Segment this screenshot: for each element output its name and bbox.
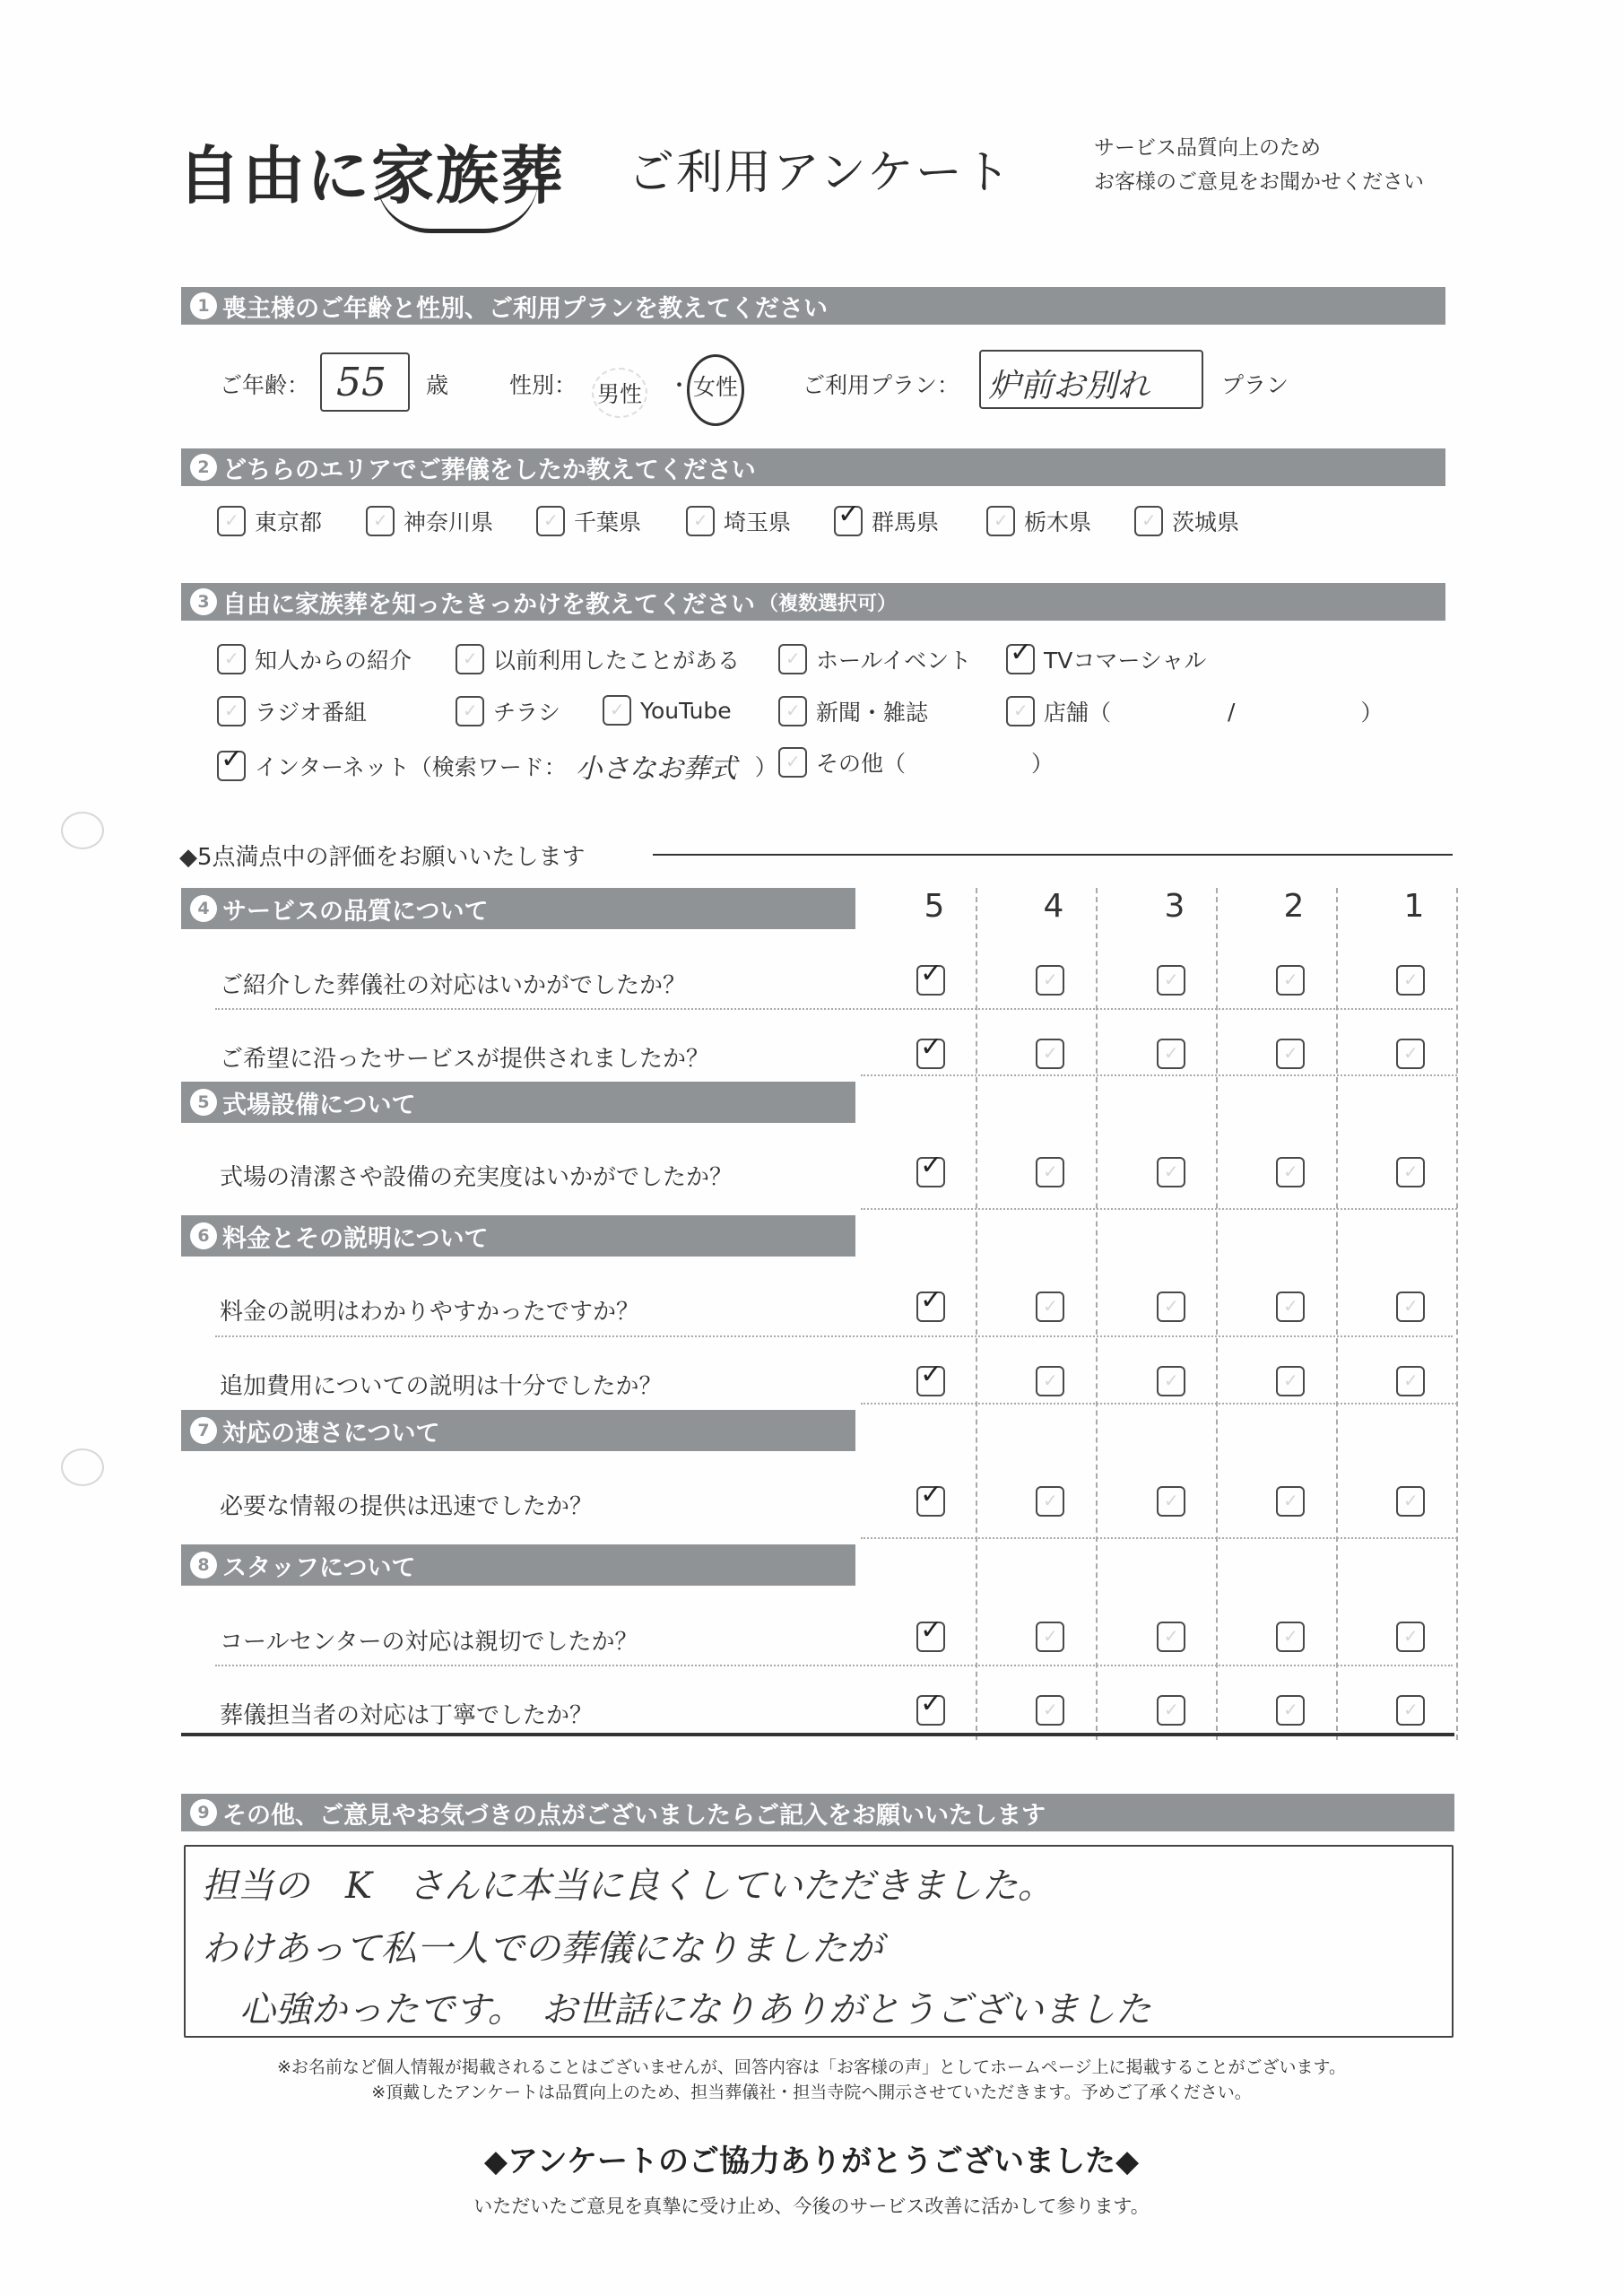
diamond-icon: ◆ — [179, 844, 197, 871]
rating-checkbox-4[interactable] — [1036, 1039, 1064, 1069]
source-option-label: ホールイベント — [816, 648, 972, 674]
section-header-q1 — [181, 287, 1445, 325]
source-option[interactable] — [778, 746, 1054, 778]
section-title: サービスの品質について — [222, 897, 489, 926]
checkbox[interactable] — [1134, 506, 1163, 536]
plan-unit: プラン — [1221, 372, 1289, 398]
age-unit: 歳 — [426, 372, 449, 398]
rating-scale-4: 4 — [1043, 888, 1064, 925]
rating-scale-1: 1 — [1403, 888, 1425, 925]
checkbox[interactable] — [686, 506, 715, 536]
source-option-label: チラシ — [493, 700, 561, 726]
rating-checkbox-5[interactable] — [916, 1039, 945, 1069]
rating-checkbox-3[interactable] — [1157, 1366, 1185, 1396]
area-option-label: 東京都 — [255, 509, 323, 535]
rating-checkbox-3[interactable] — [1157, 965, 1185, 996]
section-header-q5 — [181, 1082, 855, 1123]
area-option[interactable] — [986, 505, 1091, 537]
rating-checkbox-3[interactable] — [1157, 1292, 1185, 1322]
source-option-label: 店舗（ — [1044, 700, 1112, 726]
rating-checkbox-1[interactable] — [1396, 1157, 1425, 1187]
source-option[interactable] — [778, 643, 971, 675]
gender-separator: ・ — [668, 372, 691, 398]
column-divider — [1216, 888, 1218, 1740]
tagline — [1094, 131, 1424, 199]
section-title: その他、ご意見やお気づきの点がございましたらご記入をお願いいたします — [222, 1801, 1046, 1830]
area-option-label: 群馬県 — [872, 509, 940, 535]
row-divider — [861, 1537, 1457, 1539]
source-option-label: TVコマーシャル — [1044, 648, 1207, 674]
section-title: 料金とその説明について — [222, 1224, 489, 1253]
store-separator: / — [1228, 698, 1236, 725]
paren-close: ） — [1031, 751, 1055, 777]
checkbox[interactable] — [366, 506, 395, 536]
column-divider — [976, 888, 977, 1740]
rating-checkbox-1[interactable] — [1396, 965, 1425, 996]
section-title: 自由に家族葬を知ったきっかけを教えてください — [222, 590, 755, 619]
rating-checkbox-1[interactable] — [1396, 1292, 1425, 1322]
rating-checkbox-2[interactable] — [1276, 1039, 1305, 1069]
rating-checkbox-2[interactable] — [1276, 965, 1305, 996]
column-divider — [1456, 888, 1458, 1740]
source-option[interactable] — [217, 643, 412, 675]
rating-checkbox-5[interactable] — [916, 1157, 945, 1187]
rating-intro — [179, 839, 586, 872]
comment-line: わけあって私一人での葬儀になりましたが — [202, 1928, 883, 1970]
area-option[interactable] — [1134, 505, 1239, 537]
paren-close: ） — [754, 754, 777, 780]
area-option-label: 神奈川県 — [404, 509, 494, 535]
rating-question: 必要な情報の提供は迅速でしたか？ — [220, 1493, 594, 1520]
section-title: スタッフについて — [222, 1553, 416, 1582]
rating-checkbox-2[interactable] — [1276, 1366, 1305, 1396]
checkbox[interactable] — [1006, 644, 1035, 674]
tagline-line: サービス品質向上のため — [1094, 136, 1321, 160]
punch-hole — [61, 812, 104, 849]
diamond-icon: ◆ — [483, 2144, 508, 2179]
section-number: 1 — [190, 292, 217, 319]
age-field[interactable] — [320, 352, 410, 412]
row-divider — [861, 1403, 1457, 1405]
search-word-value: 小さなお葬式 — [575, 753, 737, 785]
source-option-label: 以前利用したことがある — [493, 648, 741, 674]
rating-checkbox-4[interactable] — [1036, 1695, 1064, 1726]
section-header-q2 — [181, 448, 1445, 486]
checkbox[interactable] — [834, 506, 863, 536]
age-label: ご年齢： — [220, 372, 310, 398]
checkbox[interactable] — [456, 644, 484, 674]
closing-text: いただいたご意見を真摯に受け止め、今後のサービス改善に活かして参ります。 — [473, 2196, 1150, 2217]
rating-checkbox-4[interactable] — [1036, 1157, 1064, 1187]
punch-hole — [61, 1448, 104, 1486]
rating-question: ご紹介した葬儀社の対応はいかがでしたか？ — [220, 972, 687, 999]
rating-scale-5: 5 — [924, 888, 945, 925]
rating-question: ご希望に沿ったサービスが提供されましたか？ — [220, 1046, 710, 1073]
rating-question: 式場の清潔さや設備の充実度はいかがでしたか？ — [220, 1164, 733, 1191]
source-option[interactable] — [456, 643, 740, 675]
column-divider — [1336, 888, 1338, 1740]
checkbox[interactable] — [536, 506, 565, 536]
row-divider — [215, 1008, 1453, 1010]
rating-checkbox-1[interactable] — [1396, 1622, 1425, 1652]
row-divider — [861, 1074, 1457, 1076]
gender-option-female-selected[interactable]: 女性 — [687, 354, 744, 426]
row-divider — [215, 1335, 1453, 1337]
source-option-label: YouTube — [640, 697, 732, 724]
column-divider — [1096, 888, 1098, 1740]
footer-note: ※頂戴したアンケートは品質向上のため、担当葬儀社・担当寺院へ開示させていただきます。予めご了承ください。 — [371, 2083, 1252, 2102]
section-number: 5 — [190, 1089, 217, 1116]
logo-arc-icon — [377, 179, 538, 233]
rating-checkbox-3[interactable] — [1157, 1157, 1185, 1187]
source-option[interactable] — [456, 695, 560, 727]
checkbox[interactable] — [986, 506, 1015, 536]
divider — [653, 854, 1453, 856]
section-header-q8 — [181, 1544, 855, 1586]
source-option-label: インターネット（検索ワード： — [255, 754, 567, 780]
checkbox[interactable] — [778, 747, 807, 778]
rating-intro-text: 5点満点中の評価をお願いいたします — [197, 844, 586, 871]
rating-checkbox-1[interactable] — [1396, 1039, 1425, 1069]
plan-label: ご利用プラン： — [803, 372, 960, 398]
rating-question: 追加費用についての説明は十分でしたか？ — [220, 1373, 663, 1400]
rating-checkbox-3[interactable] — [1157, 1695, 1185, 1726]
gender-option-male[interactable]: 男性 — [592, 368, 647, 418]
area-option[interactable] — [686, 505, 791, 537]
rating-bottom-rule — [181, 1733, 1454, 1736]
area-option-label: 栃木県 — [1024, 509, 1092, 535]
age-value: 55 — [336, 360, 386, 405]
rating-checkbox-1[interactable] — [1396, 1695, 1425, 1726]
source-option[interactable] — [778, 695, 928, 727]
rating-checkbox-4[interactable] — [1036, 1292, 1064, 1322]
checkbox[interactable] — [217, 506, 246, 536]
rating-checkbox-3[interactable] — [1157, 1039, 1185, 1069]
area-option[interactable] — [536, 505, 641, 537]
source-option[interactable] — [603, 695, 732, 726]
rating-checkbox-5[interactable] — [916, 1695, 945, 1726]
comment-line: 担当の K さんに本当に良くしていただきました。 — [202, 1866, 1054, 1907]
section-number: 4 — [190, 895, 217, 922]
section-number: 8 — [190, 1552, 217, 1578]
rating-checkbox-2[interactable] — [1276, 1622, 1305, 1652]
rating-checkbox-5[interactable] — [916, 1292, 945, 1322]
plan-value: 炉前お別れ — [988, 368, 1150, 404]
comment-line: 心強かったです。 お世話になりありがとうございました — [239, 1989, 1151, 2031]
area-option-label: 埼玉県 — [724, 509, 792, 535]
source-option-label: その他（ — [816, 751, 907, 777]
section-number: 7 — [190, 1417, 217, 1444]
section-title-note: （複数選択可） — [759, 592, 898, 615]
checkbox[interactable] — [217, 696, 246, 726]
section-title: 喪主様のご年齢と性別、ご利用プランを教えてください — [222, 294, 828, 323]
section-number: 6 — [190, 1222, 217, 1249]
rating-checkbox-2[interactable] — [1276, 1157, 1305, 1187]
checkbox[interactable] — [1006, 696, 1035, 726]
area-option-label: 茨城県 — [1172, 509, 1240, 535]
checkbox[interactable] — [456, 696, 484, 726]
plan-field[interactable] — [979, 350, 1203, 409]
section-number: 2 — [190, 454, 217, 481]
section-number: 3 — [190, 588, 217, 615]
area-option[interactable] — [217, 505, 322, 537]
section-header-q6 — [181, 1215, 855, 1257]
checkbox[interactable] — [603, 695, 631, 726]
thanks-heading — [0, 2136, 1623, 2180]
rating-checkbox-1[interactable] — [1396, 1366, 1425, 1396]
checkbox[interactable] — [778, 644, 807, 674]
rating-question: 料金の説明はわかりやすかったですか？ — [220, 1299, 640, 1326]
rating-checkbox-3[interactable] — [1157, 1486, 1185, 1517]
source-option-label: ラジオ番組 — [255, 700, 368, 726]
gender-label: 性別： — [509, 372, 577, 398]
source-option[interactable] — [1006, 643, 1206, 675]
rating-checkbox-3[interactable] — [1157, 1622, 1185, 1652]
area-option-label: 千葉県 — [574, 509, 642, 535]
rating-checkbox-5[interactable] — [916, 1366, 945, 1396]
area-option[interactable] — [834, 505, 939, 537]
logo: 自由に家族葬 — [178, 139, 565, 213]
source-option[interactable] — [1006, 695, 1383, 727]
source-option-label: 知人からの紹介 — [255, 648, 412, 674]
checkbox[interactable] — [217, 751, 246, 781]
section-header-q9 — [181, 1794, 1454, 1831]
paren-close: ） — [1360, 700, 1384, 726]
diamond-icon: ◆ — [1115, 2144, 1140, 2179]
rating-checkbox-1[interactable] — [1396, 1486, 1425, 1517]
rating-checkbox-2[interactable] — [1276, 1695, 1305, 1726]
checkbox[interactable] — [217, 644, 246, 674]
section-number: 9 — [190, 1799, 217, 1826]
rating-checkbox-5[interactable] — [916, 1622, 945, 1652]
rating-checkbox-4[interactable] — [1036, 965, 1064, 996]
rating-checkbox-4[interactable] — [1036, 1366, 1064, 1396]
rating-scale-3: 3 — [1164, 888, 1185, 925]
section-header-q4 — [181, 888, 855, 929]
rating-question: 葬儀担当者の対応は丁寧でしたか？ — [220, 1702, 594, 1729]
rating-checkbox-5[interactable] — [916, 1486, 945, 1517]
checkbox[interactable] — [778, 696, 807, 726]
section-header-q7 — [181, 1410, 855, 1451]
section-title: どちらのエリアでご葬儀をしたか教えてください — [222, 456, 756, 484]
rating-scale-2: 2 — [1283, 888, 1305, 925]
section-title: 式場設備について — [222, 1091, 416, 1119]
source-option[interactable] — [217, 746, 777, 786]
page-title: ご利用アンケート — [628, 146, 1012, 200]
row-divider — [215, 1665, 1453, 1666]
rating-checkbox-4[interactable] — [1036, 1622, 1064, 1652]
tagline-line: お客様のご意見をお聞かせください — [1094, 170, 1424, 194]
section-title: 対応の速さについて — [222, 1419, 440, 1448]
rating-checkbox-4[interactable] — [1036, 1486, 1064, 1517]
comment-box[interactable] — [184, 1845, 1454, 2038]
source-option[interactable] — [217, 695, 367, 727]
section-header-q3 — [181, 583, 1445, 621]
footer-note: ※お名前など個人情報が掲載されることはございませんが、回答内容は「お客様の声」としてホームページ上に掲載することがございます。 — [276, 2057, 1347, 2077]
source-option-label: 新聞・雑誌 — [816, 700, 929, 726]
row-divider — [861, 1208, 1457, 1210]
rating-checkbox-2[interactable] — [1276, 1292, 1305, 1322]
rating-question: コールセンターの対応は親切でしたか？ — [220, 1629, 638, 1656]
rating-checkbox-5[interactable] — [916, 965, 945, 996]
area-option[interactable] — [366, 505, 493, 537]
thanks-text: アンケートのご協力ありがとうございました — [508, 2144, 1115, 2179]
rating-checkbox-2[interactable] — [1276, 1486, 1305, 1517]
